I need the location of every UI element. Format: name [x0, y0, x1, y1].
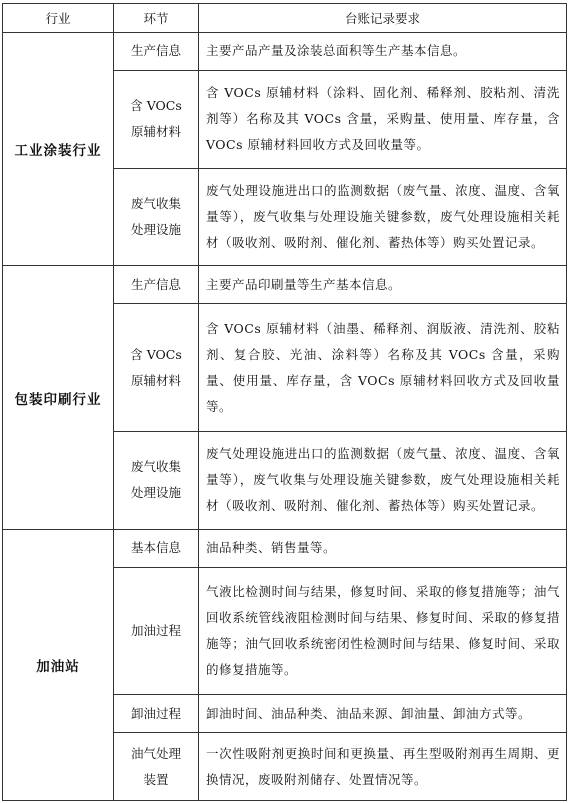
- stage-cell: [114, 431, 199, 529]
- stage-line: 废气收集: [130, 459, 181, 475]
- stage-line: 原辅材料: [130, 372, 181, 388]
- requirement-cell: 含 VOCs 原辅材料（涂料、固化剂、稀释剂、胶粘剂、清洗剂等）名称及其 VOCs 含量，采购量、使用量、库存量，含 VOCs 原辅材料回收方式及回收量等。: [199, 70, 567, 168]
- stage-line: 含 VOCs: [130, 98, 182, 114]
- stage-cell: [114, 266, 199, 304]
- stage-line: 含 VOCs: [130, 346, 182, 362]
- requirement-cell: 含 VOCs 原辅材料（油墨、稀释剂、润版液、清洗剂、胶粘剂、复合胶、光油、涂料等）名称及其 VOCs 含量，采购量、使用量、库存量，含 VOCs 原辅材料回收方式及回收量等。: [199, 304, 567, 432]
- requirement-cell: 主要产品印刷量等生产基本信息。: [199, 266, 567, 304]
- requirement-cell: 卸油时间、油品种类、油品来源、卸油量、卸油方式等。: [199, 695, 567, 733]
- stage-cell: [114, 33, 199, 71]
- stage-line: 生产信息: [130, 276, 181, 292]
- requirement-cell: 主要产品产量及涂装总面积等生产基本信息。: [199, 33, 567, 71]
- stage-cell: [114, 733, 199, 801]
- industry-cell: 加油站: [3, 529, 114, 800]
- ledger-requirements-table: [2, 3, 567, 801]
- stage-line: 装置: [143, 771, 169, 787]
- table-row: [3, 33, 567, 71]
- requirement-cell: 废气处理设施进出口的监测数据（废气量、浓度、温度、含氧量等），废气收集与处理设施关键参数，废气处理设施相关耗材（吸收剂、吸附剂、催化剂、蓄热体等）购买处置记录。: [199, 168, 567, 266]
- stage-line: 处理设施: [130, 222, 181, 238]
- requirement-cell: 气液比检测时间与结果，修复时间、采取的修复措施等；油气回收系统管线液阻检测时间与结果、修复时间、采取的修复措施等；油气回收系统密闭性检测时间与结果、修复时间、采取的修复措施等。: [199, 567, 567, 695]
- header-row: [3, 4, 567, 33]
- stage-line: 加油过程: [130, 622, 181, 638]
- stage-cell: [114, 567, 199, 695]
- header-requirement: 台账记录要求: [199, 4, 567, 33]
- stage-line: 生产信息: [130, 43, 181, 59]
- stage-cell: [114, 70, 199, 168]
- table-row: [3, 266, 567, 304]
- table-row: [3, 529, 567, 567]
- industry-cell: 工业涂装行业: [3, 33, 114, 266]
- header-industry: 行业: [3, 4, 114, 33]
- stage-cell: [114, 695, 199, 733]
- stage-line: 油气处理: [130, 745, 181, 761]
- stage-line: 原辅材料: [130, 124, 181, 140]
- stage-line: 处理设施: [130, 485, 181, 501]
- stage-cell: [114, 529, 199, 567]
- stage-cell: [114, 168, 199, 266]
- requirement-cell: 油品种类、销售量等。: [199, 529, 567, 567]
- requirement-cell: 一次性吸附剂更换时间和更换量、再生型吸附剂再生周期、更换情况，废吸附剂储存、处置情况等。: [199, 733, 567, 801]
- stage-line: 卸油过程: [130, 705, 181, 721]
- requirement-cell: 废气处理设施进出口的监测数据（废气量、浓度、温度、含氧量等），废气收集与处理设施关键参数，废气处理设施相关耗材（吸收剂、吸附剂、催化剂、蓄热体等）购买处置记录。: [199, 431, 567, 529]
- industry-cell: 包装印刷行业: [3, 266, 114, 529]
- stage-line: 基本信息: [130, 540, 181, 556]
- header-stage: 环节: [114, 4, 199, 33]
- stage-cell: [114, 304, 199, 432]
- stage-line: 废气收集: [130, 196, 181, 212]
